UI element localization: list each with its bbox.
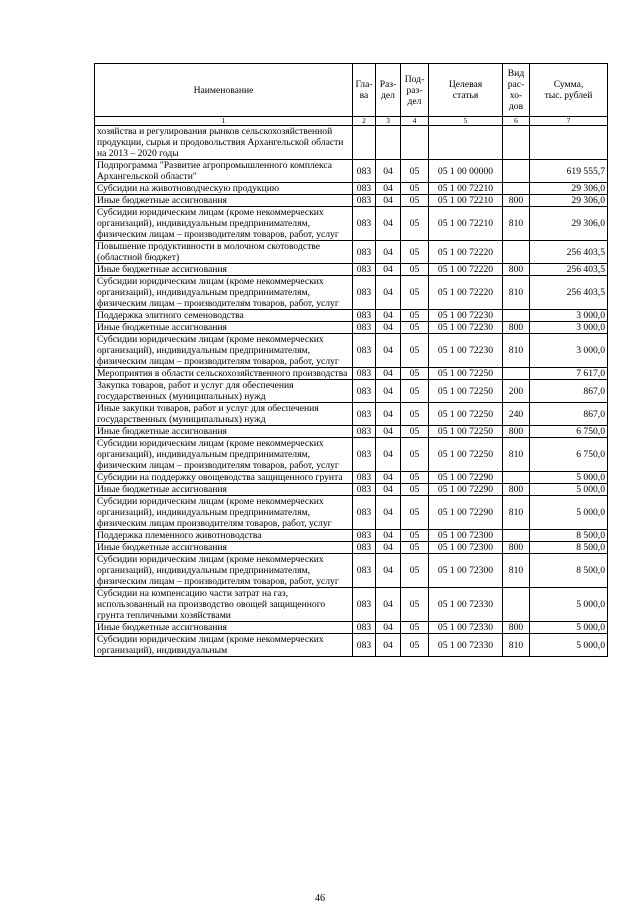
row-subsection: 05 [401, 276, 429, 310]
table-row [95, 160, 608, 183]
row-subsection: 05 [401, 426, 429, 438]
row-section: 04 [376, 438, 401, 472]
row-amount: 867,0 [530, 380, 608, 403]
row-name: Субсидии юридическим лицам (кроме некоммерческих организаций), индивидуальным [95, 634, 353, 657]
row-name: Мероприятия в области сельскохозяйственного производства [95, 368, 353, 380]
row-section: 04 [376, 264, 401, 276]
row-subsection: 05 [401, 530, 429, 542]
row-subsection: 05 [401, 160, 429, 183]
row-expense-type: 800 [503, 322, 530, 334]
row-expense-type: 200 [503, 380, 530, 403]
table-row [95, 426, 608, 438]
row-expense-type: 800 [503, 484, 530, 496]
header-name: Наименование [95, 64, 353, 117]
row-name: Субсидии юридическим лицам (кроме некоммерческих организаций), индивидуальным предпринимателям, физическим лицам – производителям товаров, работ, услуг [95, 334, 353, 368]
row-chapter: 083 [353, 484, 376, 496]
empty-cell [353, 126, 376, 160]
row-section: 04 [376, 207, 401, 241]
row-chapter: 083 [353, 380, 376, 403]
row-target: 05 1 00 72220 [429, 276, 503, 310]
row-amount: 3 000,0 [530, 334, 608, 368]
row-section: 04 [376, 403, 401, 426]
empty-cell [401, 126, 429, 160]
row-subsection: 05 [401, 368, 429, 380]
row-target: 05 1 00 72220 [429, 264, 503, 276]
row-chapter: 083 [353, 334, 376, 368]
table-row [95, 634, 608, 657]
row-amount: 5 000,0 [530, 472, 608, 484]
table-row [95, 588, 608, 622]
row-subsection: 05 [401, 195, 429, 207]
row-subsection: 05 [401, 380, 429, 403]
row-section: 04 [376, 530, 401, 542]
row-expense-type: 800 [503, 264, 530, 276]
empty-cell [503, 126, 530, 160]
row-expense-type [503, 241, 530, 264]
table-row [95, 195, 608, 207]
row-chapter: 083 [353, 207, 376, 241]
empty-cell [429, 126, 503, 160]
header-amount: Сумма, тыс. рублей [530, 64, 608, 117]
column-number-row [95, 117, 608, 126]
row-target: 05 1 00 72250 [429, 426, 503, 438]
column-number: 3 [376, 117, 401, 126]
row-target: 05 1 00 72250 [429, 368, 503, 380]
row-expense-type [503, 310, 530, 322]
row-name: Субсидии на компенсацию части затрат на газ, использованный на производство овощей защищенного грунта тепличными хозяйствами [95, 588, 353, 622]
header-expense-type: Вид рас- хо- дов [503, 64, 530, 117]
column-number: 2 [353, 117, 376, 126]
row-target: 05 1 00 72210 [429, 207, 503, 241]
row-amount: 5 000,0 [530, 622, 608, 634]
row-amount: 3 000,0 [530, 322, 608, 334]
row-amount: 8 500,0 [530, 530, 608, 542]
row-chapter: 083 [353, 622, 376, 634]
row-target: 05 1 00 72290 [429, 472, 503, 484]
row-amount: 5 000,0 [530, 634, 608, 657]
row-target: 05 1 00 72290 [429, 484, 503, 496]
row-amount: 5 000,0 [530, 484, 608, 496]
row-subsection: 05 [401, 496, 429, 530]
row-section: 04 [376, 472, 401, 484]
row-chapter: 083 [353, 276, 376, 310]
row-name: Субсидии на поддержку овощеводства защищенного грунта [95, 472, 353, 484]
row-subsection: 05 [401, 472, 429, 484]
row-expense-type [503, 368, 530, 380]
row-target: 05 1 00 72250 [429, 403, 503, 426]
row-name: Иные бюджетные ассигнования [95, 322, 353, 334]
row-chapter: 083 [353, 310, 376, 322]
row-subsection: 05 [401, 207, 429, 241]
row-target: 05 1 00 72230 [429, 322, 503, 334]
budget-table [94, 63, 608, 657]
row-target: 05 1 00 72210 [429, 183, 503, 195]
row-target: 05 1 00 72210 [429, 195, 503, 207]
row-section: 04 [376, 426, 401, 438]
empty-cell [376, 126, 401, 160]
table-row [95, 264, 608, 276]
row-chapter: 083 [353, 530, 376, 542]
row-section: 04 [376, 368, 401, 380]
row-target: 05 1 00 00000 [429, 160, 503, 183]
row-chapter: 083 [353, 322, 376, 334]
row-expense-type: 810 [503, 207, 530, 241]
row-chapter: 083 [353, 542, 376, 554]
column-number: 6 [503, 117, 530, 126]
row-section: 04 [376, 195, 401, 207]
row-name: Субсидии на животноводческую продукцию [95, 183, 353, 195]
row-chapter: 083 [353, 195, 376, 207]
table-row [95, 484, 608, 496]
row-amount: 256 403,5 [530, 264, 608, 276]
table-row [95, 241, 608, 264]
row-target: 05 1 00 72230 [429, 334, 503, 368]
row-subsection: 05 [401, 622, 429, 634]
row-name: Иные бюджетные ассигнования [95, 426, 353, 438]
row-name: Иные закупки товаров, работ и услуг для обеспечения государственных (муниципальных) нужд [95, 403, 353, 426]
row-name: Повышение продуктивности в молочном скотоводстве (областной бюджет) [95, 241, 353, 264]
row-chapter: 083 [353, 472, 376, 484]
row-target: 05 1 00 72230 [429, 310, 503, 322]
row-expense-type [503, 183, 530, 195]
row-chapter: 083 [353, 403, 376, 426]
header-subsection: Под- раз- дел [401, 64, 429, 117]
row-section: 04 [376, 310, 401, 322]
row-section: 04 [376, 622, 401, 634]
row-amount: 29 306,0 [530, 183, 608, 195]
table-row [95, 310, 608, 322]
row-name: Подпрограмма "Развитие агропромышленного комплекса Архангельской области" [95, 160, 353, 183]
row-name: Субсидии юридическим лицам (кроме некоммерческих организаций), индивидуальным предпринимателям, физическим лицам – производителям товаров, работ, услуг [95, 276, 353, 310]
row-name: Иные бюджетные ассигнования [95, 622, 353, 634]
row-name: Поддержка элитного семеноводства [95, 310, 353, 322]
row-name: Иные бюджетные ассигнования [95, 542, 353, 554]
row-subsection: 05 [401, 588, 429, 622]
column-number: 4 [401, 117, 429, 126]
row-section: 04 [376, 183, 401, 195]
table-row [95, 403, 608, 426]
row-expense-type [503, 588, 530, 622]
row-subsection: 05 [401, 484, 429, 496]
row-expense-type: 810 [503, 438, 530, 472]
row-section: 04 [376, 380, 401, 403]
row-subsection: 05 [401, 264, 429, 276]
row-chapter: 083 [353, 183, 376, 195]
row-subsection: 05 [401, 183, 429, 195]
row-section: 04 [376, 334, 401, 368]
row-section: 04 [376, 276, 401, 310]
row-chapter: 083 [353, 426, 376, 438]
table-row [95, 530, 608, 542]
row-section: 04 [376, 588, 401, 622]
table-row [95, 622, 608, 634]
header-section: Раз- дел [376, 64, 401, 117]
table-body [95, 126, 608, 657]
row-target: 05 1 00 72220 [429, 241, 503, 264]
row-name: Субсидии юридическим лицам (кроме некоммерческих организаций), индивидуальным предпринимателям, физическим лицам – производителям товаров, работ, услуг [95, 554, 353, 588]
row-chapter: 083 [353, 588, 376, 622]
row-chapter: 083 [353, 368, 376, 380]
row-target: 05 1 00 72290 [429, 496, 503, 530]
row-target: 05 1 00 72300 [429, 530, 503, 542]
row-amount: 256 403,5 [530, 241, 608, 264]
row-expense-type [503, 160, 530, 183]
row-subsection: 05 [401, 334, 429, 368]
row-target: 05 1 00 72300 [429, 542, 503, 554]
row-section: 04 [376, 496, 401, 530]
row-amount: 8 500,0 [530, 554, 608, 588]
row-chapter: 083 [353, 160, 376, 183]
row-expense-type: 810 [503, 276, 530, 310]
header-chapter: Гла- ва [353, 64, 376, 117]
header-row [95, 64, 608, 117]
table-row [95, 207, 608, 241]
table-row [95, 496, 608, 530]
row-name: Закупка товаров, работ и услуг для обеспечения государственных (муниципальных) нужд [95, 380, 353, 403]
row-target: 05 1 00 72300 [429, 554, 503, 588]
row-subsection: 05 [401, 438, 429, 472]
table-row [95, 472, 608, 484]
row-expense-type: 810 [503, 496, 530, 530]
row-chapter: 083 [353, 554, 376, 588]
table-row [95, 554, 608, 588]
column-number: 5 [429, 117, 503, 126]
row-name: Иные бюджетные ассигнования [95, 195, 353, 207]
row-name: Субсидии юридическим лицам (кроме некоммерческих организаций), индивидуальным предпринимателям, физическим лицам производителям товаров, работ, услуг [95, 496, 353, 530]
row-expense-type [503, 530, 530, 542]
row-amount: 7 617,0 [530, 368, 608, 380]
row-subsection: 05 [401, 310, 429, 322]
row-section: 04 [376, 160, 401, 183]
table-row [95, 334, 608, 368]
row-chapter: 083 [353, 241, 376, 264]
table-row [95, 542, 608, 554]
row-subsection: 05 [401, 241, 429, 264]
column-number: 1 [95, 117, 353, 126]
row-amount: 8 500,0 [530, 542, 608, 554]
row-amount: 867,0 [530, 403, 608, 426]
row-name: Субсидии юридическим лицам (кроме некоммерческих организаций), индивидуальным предпринимателям, физическим лицам – производителям товаров, работ, услуг [95, 438, 353, 472]
row-target: 05 1 00 72330 [429, 634, 503, 657]
row-subsection: 05 [401, 403, 429, 426]
row-section: 04 [376, 241, 401, 264]
header-target: Целевая статья [429, 64, 503, 117]
row-expense-type: 810 [503, 554, 530, 588]
row-chapter: 083 [353, 264, 376, 276]
table-row [95, 276, 608, 310]
row-name: Субсидии юридическим лицам (кроме некоммерческих организаций), индивидуальным предпринимателям, физическим лицам – производителям товаров, работ, услуг [95, 207, 353, 241]
row-amount: 619 555,7 [530, 160, 608, 183]
table-row [95, 380, 608, 403]
row-name: Иные бюджетные ассигнования [95, 484, 353, 496]
row-amount: 256 403,5 [530, 276, 608, 310]
row-chapter: 083 [353, 634, 376, 657]
row-amount: 5 000,0 [530, 496, 608, 530]
row-subsection: 05 [401, 554, 429, 588]
row-target: 05 1 00 72330 [429, 622, 503, 634]
row-chapter: 083 [353, 438, 376, 472]
row-amount: 3 000,0 [530, 310, 608, 322]
page-number: 46 [315, 893, 325, 904]
continuation-row [95, 126, 608, 160]
row-subsection: 05 [401, 634, 429, 657]
row-subsection: 05 [401, 542, 429, 554]
table-row [95, 368, 608, 380]
row-target: 05 1 00 72250 [429, 380, 503, 403]
table-row [95, 322, 608, 334]
row-expense-type [503, 472, 530, 484]
row-expense-type: 800 [503, 622, 530, 634]
table-row [95, 183, 608, 195]
row-amount: 6 750,0 [530, 438, 608, 472]
row-name: Иные бюджетные ассигнования [95, 264, 353, 276]
column-number: 7 [530, 117, 608, 126]
row-expense-type: 800 [503, 426, 530, 438]
row-section: 04 [376, 322, 401, 334]
empty-cell [530, 126, 608, 160]
row-amount: 29 306,0 [530, 195, 608, 207]
row-amount: 6 750,0 [530, 426, 608, 438]
row-target: 05 1 00 72330 [429, 588, 503, 622]
row-expense-type: 810 [503, 334, 530, 368]
row-target: 05 1 00 72250 [429, 438, 503, 472]
row-expense-type: 810 [503, 634, 530, 657]
row-section: 04 [376, 484, 401, 496]
row-section: 04 [376, 634, 401, 657]
row-expense-type: 240 [503, 403, 530, 426]
row-section: 04 [376, 542, 401, 554]
row-amount: 29 306,0 [530, 207, 608, 241]
continuation-text: хозяйства и регулирования рынков сельскохозяйственной продукции, сырья и продовольствия Архангельской области на 2013 – 2020 годы [95, 126, 353, 160]
row-amount: 5 000,0 [530, 588, 608, 622]
row-expense-type: 800 [503, 542, 530, 554]
row-expense-type: 800 [503, 195, 530, 207]
table-row [95, 438, 608, 472]
row-name: Поддержка племенного животноводства [95, 530, 353, 542]
row-subsection: 05 [401, 322, 429, 334]
row-section: 04 [376, 554, 401, 588]
row-chapter: 083 [353, 496, 376, 530]
